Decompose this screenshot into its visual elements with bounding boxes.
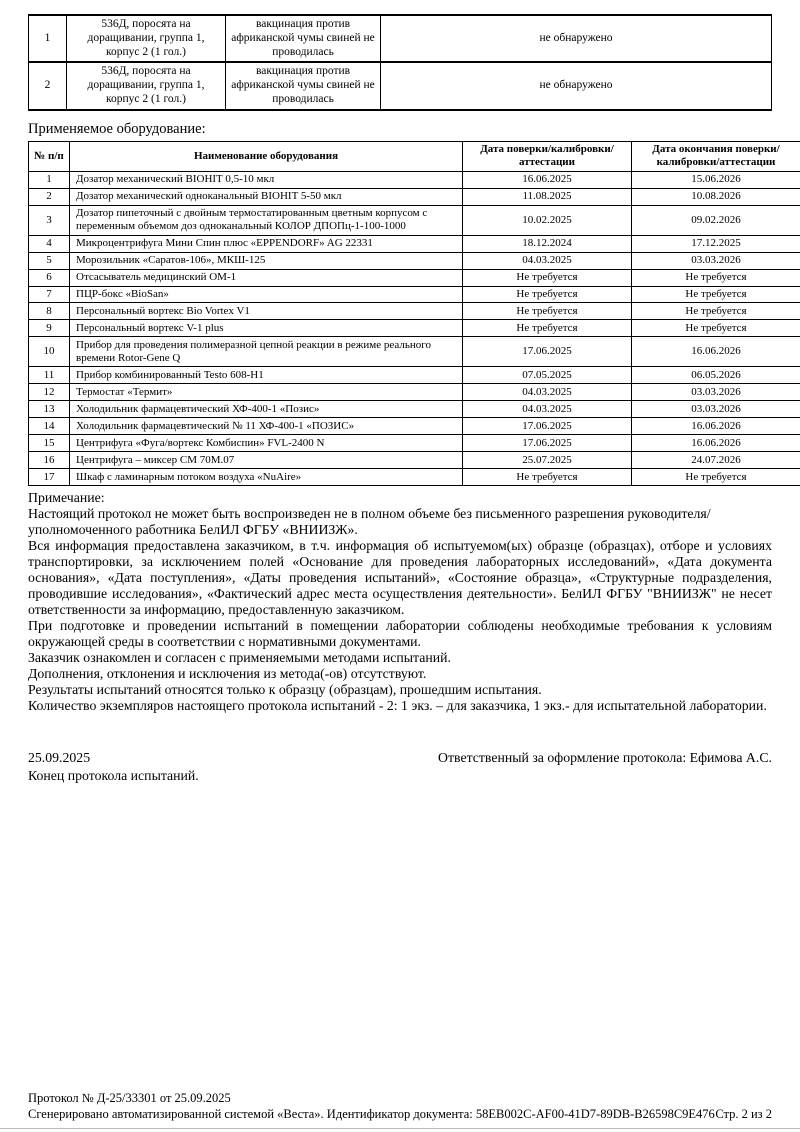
results-row	[29, 62, 772, 109]
note-paragraph: При подготовке и проведении испытаний в помещении лаборатории соблюдены необходимые требования к условиям окружающей среды в соответствии с нормативными документами.	[28, 618, 772, 650]
equipment-row	[29, 337, 800, 367]
sample-description-cell: 536Д, поросята на доращивании, группа 1, корпус 2 (1 гол.)	[67, 62, 226, 109]
equipment-name-cell: Дозатор механический BIOHIT 0,5-10 мкл	[70, 171, 463, 188]
equipment-row	[29, 418, 800, 435]
verification-date-cell: 16.06.2025	[463, 171, 632, 188]
note-paragraph: Результаты испытаний относятся только к образцу (образцам), прошедшим испытания.	[28, 682, 542, 698]
verification-end-date-cell: 03.03.2026	[632, 401, 800, 418]
note-paragraph: Вся информация предоставлена заказчиком, в т.ч. информация об испытуемом(ых) образце (образцах), отборе и условиях транспортировки, за исключением полей «Основание для проведения лабораторных исследований», «Дата документа основания», «Дата поступления», «Даты проведения испытаний», «Состояние образца», «Структурные подразделения, проводившие исследования», «Фактический адрес места осуществления деятельности». БелИЛ ФГБУ "ВНИИЗЖ" не несет ответственности за информацию, предоставленную заказчиком.	[28, 538, 772, 618]
verification-end-date-cell: 17.12.2025	[632, 235, 800, 252]
verification-end-date-cell: Не требуется	[632, 303, 800, 320]
verification-date-cell: 07.05.2025	[463, 367, 632, 384]
equipment-name-cell: Персональный вортекс Bio Vortex V1	[70, 303, 463, 320]
col-header-verification-date: Дата поверки/калибровки/аттестации	[463, 141, 632, 171]
verification-date-cell: Не требуется	[463, 286, 632, 303]
verification-date-cell: Не требуется	[463, 269, 632, 286]
equipment-number-cell: 6	[29, 269, 70, 286]
bottom-divider	[0, 1128, 800, 1129]
col-header-verification-end-date: Дата окончания поверки/калибровки/аттестации	[632, 141, 800, 171]
equipment-number-cell: 16	[29, 452, 70, 469]
note-paragraph: Заказчик ознакомлен и согласен с применяемыми методами испытаний.	[28, 650, 451, 666]
equipment-row	[29, 367, 800, 384]
signoff-row	[28, 750, 772, 766]
equipment-row	[29, 303, 800, 320]
equipment-number-cell: 2	[29, 188, 70, 205]
note-paragraph: Количество экземпляров настоящего протокола испытаний - 2: 1 экз. – для заказчика, 1 экз.- для испытательной лаборатории.	[28, 698, 767, 714]
verification-date-cell: 25.07.2025	[463, 452, 632, 469]
equipment-number-cell: 5	[29, 252, 70, 269]
equipment-name-cell: ПЦР-бокс «BioSan»	[70, 286, 463, 303]
verification-date-cell: 11.08.2025	[463, 188, 632, 205]
equipment-number-cell: 1	[29, 171, 70, 188]
end-of-protocol-line: Конец протокола испытаний.	[28, 768, 199, 784]
verification-end-date-cell: 16.06.2026	[632, 435, 800, 452]
verification-date-cell: 10.02.2025	[463, 205, 632, 235]
equipment-number-cell: 13	[29, 401, 70, 418]
verification-end-date-cell: 10.08.2026	[632, 188, 800, 205]
equipment-row	[29, 384, 800, 401]
notes-paragraphs	[28, 506, 772, 714]
sample-description-cell: 536Д, поросята на доращивании, группа 1, корпус 2 (1 гол.)	[67, 15, 226, 62]
signoff-responsible: Ответственный за оформление протокола: Ефимова А.С.	[438, 750, 772, 766]
verification-date-cell: 17.06.2025	[463, 435, 632, 452]
equipment-number-cell: 7	[29, 286, 70, 303]
equipment-table-header	[29, 141, 800, 171]
equipment-name-cell: Центрифуга – миксер СМ 70М.07	[70, 452, 463, 469]
verification-end-date-cell: 06.05.2026	[632, 367, 800, 384]
equipment-name-cell: Прибор для проведения полимеразной цепной реакции в режиме реального времени Rotor-Gene Q	[70, 337, 463, 367]
equipment-name-cell: Микроцентрифуга Мини Спин плюс «EPPENDORF» AG 22331	[70, 235, 463, 252]
equipment-number-cell: 12	[29, 384, 70, 401]
equipment-row	[29, 205, 800, 235]
verification-end-date-cell: 03.03.2026	[632, 252, 800, 269]
equipment-name-cell: Шкаф с ламинарным потоком воздуха «NuAire»	[70, 469, 463, 486]
verification-end-date-cell: 16.06.2026	[632, 418, 800, 435]
notes-heading: Примечание:	[28, 490, 105, 506]
verification-date-cell: 04.03.2025	[463, 401, 632, 418]
equipment-name-cell: Термостат «Термит»	[70, 384, 463, 401]
row-number-cell: 2	[29, 62, 67, 109]
equipment-table-body	[29, 171, 800, 485]
verification-end-date-cell: 15.06.2026	[632, 171, 800, 188]
footer-protocol-number: Протокол № Д-25/33301 от 25.09.2025	[28, 1091, 231, 1105]
footer-generated-line: Сгенерировано автоматизированной системой «Веста». Идентификатор документа: 58EB002C-AF00-41D7-89DB-B26598C9E476	[28, 1107, 715, 1121]
equipment-number-cell: 4	[29, 235, 70, 252]
row-number-cell: 1	[29, 15, 67, 62]
equipment-number-cell: 9	[29, 320, 70, 337]
equipment-row	[29, 188, 800, 205]
equipment-number-cell: 11	[29, 367, 70, 384]
verification-date-cell: 17.06.2025	[463, 337, 632, 367]
equipment-name-cell: Центрифуга «Фуга/вортекс Комбиспин» FVL-2400 N	[70, 435, 463, 452]
equipment-row	[29, 286, 800, 303]
equipment-name-cell: Холодильник фармацевтический ХФ-400-1 «Позис»	[70, 401, 463, 418]
equipment-name-cell: Персональный вортекс V-1 plus	[70, 320, 463, 337]
notes-section	[28, 490, 772, 714]
verification-end-date-cell: Не требуется	[632, 320, 800, 337]
verification-date-cell: 04.03.2025	[463, 384, 632, 401]
equipment-number-cell: 3	[29, 205, 70, 235]
verification-date-cell: 18.12.2024	[463, 235, 632, 252]
verification-date-cell: 04.03.2025	[463, 252, 632, 269]
verification-end-date-cell: 09.02.2026	[632, 205, 800, 235]
result-cell: не обнаружено	[381, 62, 772, 109]
sample-results-table	[28, 14, 772, 111]
verification-end-date-cell: 24.07.2026	[632, 452, 800, 469]
note-paragraph: Настоящий протокол не может быть воспроизведен не в полном объеме без письменного разрешения руководителя/уполномоченного работника БелИЛ ФГБУ «ВНИИЗЖ».	[28, 506, 711, 538]
result-cell: не обнаружено	[381, 15, 772, 62]
verification-date-cell: Не требуется	[463, 320, 632, 337]
verification-date-cell: Не требуется	[463, 303, 632, 320]
equipment-name-cell: Дозатор механический одноканальный BIOHIT 5-50 мкл	[70, 188, 463, 205]
sample-results-body	[29, 15, 772, 110]
page-footer	[28, 1090, 772, 1122]
equipment-name-cell: Морозильник «Саратов-106», МКШ-125	[70, 252, 463, 269]
footer-page-number: Стр. 2 из 2	[715, 1107, 772, 1121]
equipment-header-row	[29, 141, 800, 171]
equipment-row	[29, 452, 800, 469]
verification-end-date-cell: Не требуется	[632, 469, 800, 486]
verification-end-date-cell: Не требуется	[632, 286, 800, 303]
equipment-row	[29, 252, 800, 269]
verification-date-cell: Не требуется	[463, 469, 632, 486]
verification-end-date-cell: 16.06.2026	[632, 337, 800, 367]
col-header-name: Наименование оборудования	[70, 141, 463, 171]
equipment-number-cell: 8	[29, 303, 70, 320]
equipment-heading: Применяемое оборудование:	[28, 120, 206, 137]
equipment-row	[29, 320, 800, 337]
equipment-row	[29, 171, 800, 188]
equipment-name-cell: Дозатор пипеточный с двойным термостатированным цветным корпусом с переменным объемом доз одноканальный КОЛОР ДПОПц-1-100-1000	[70, 205, 463, 235]
vaccination-info-cell: вакцинация против африканской чумы свиней не проводилась	[226, 15, 381, 62]
equipment-number-cell: 10	[29, 337, 70, 367]
verification-end-date-cell: Не требуется	[632, 269, 800, 286]
vaccination-info-cell: вакцинация против африканской чумы свиней не проводилась	[226, 62, 381, 109]
equipment-number-cell: 17	[29, 469, 70, 486]
equipment-name-cell: Холодильник фармацевтический № 11 ХФ-400-1 «ПОЗИС»	[70, 418, 463, 435]
col-header-number: № п/п	[29, 141, 70, 171]
equipment-row	[29, 469, 800, 486]
verification-end-date-cell: 03.03.2026	[632, 384, 800, 401]
equipment-name-cell: Прибор комбинированный Testo 608-H1	[70, 367, 463, 384]
equipment-row	[29, 235, 800, 252]
equipment-row	[29, 401, 800, 418]
equipment-table	[28, 141, 800, 486]
note-paragraph: Дополнения, отклонения и исключения из метода(-ов) отсутствуют.	[28, 666, 427, 682]
equipment-row	[29, 269, 800, 286]
equipment-row	[29, 435, 800, 452]
equipment-number-cell: 15	[29, 435, 70, 452]
equipment-name-cell: Отсасыватель медицинский ОМ-1	[70, 269, 463, 286]
signoff-date: 25.09.2025	[28, 750, 91, 766]
equipment-number-cell: 14	[29, 418, 70, 435]
results-row	[29, 15, 772, 62]
verification-date-cell: 17.06.2025	[463, 418, 632, 435]
